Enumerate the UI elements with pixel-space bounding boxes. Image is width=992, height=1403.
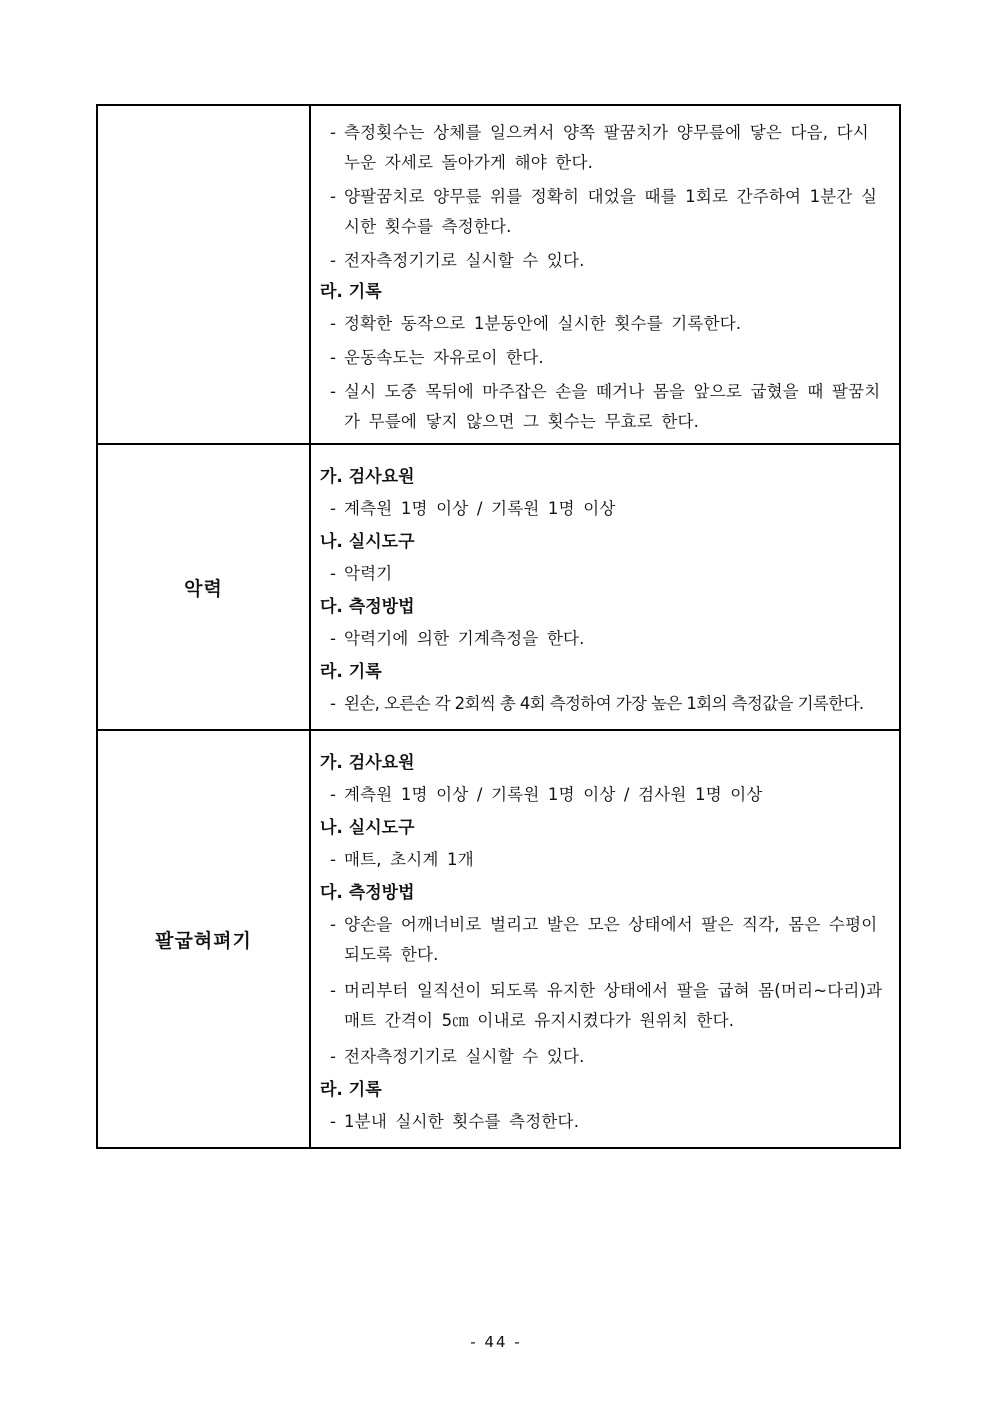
- fitness-test-table: [96, 104, 901, 1149]
- item-text: 악력기: [344, 564, 393, 583]
- item-text: 악력기에 의한 기계측정을 한다.: [344, 629, 585, 648]
- section-heading-method: 다. 측정방법: [320, 883, 415, 903]
- page-number: - 44 -: [470, 1333, 522, 1351]
- item-text: 운동속도는 자유로이 한다.: [344, 348, 544, 367]
- item-text: 매트, 초시계 1개: [344, 850, 474, 869]
- item-text: 전자측정기기로 실시할 수 있다.: [344, 1047, 585, 1066]
- section-heading-staff: 가. 검사요원: [320, 753, 415, 773]
- row-label: [97, 105, 310, 444]
- item-text: 양팔꿈치로 양무릎 위를 정확히 대었을 때를 1회로 간주하여 1분간 실시한 횟수를 측정한다.: [344, 187, 878, 236]
- item-text: 왼손, 오른손 각 2회씩 총 4회 측정하여 가장 높은 1회의 측정값을 기록한다.: [344, 694, 864, 713]
- list-item: - 악력기: [330, 564, 393, 583]
- item-text: 실시 도중 목뒤에 마주잡은 손을 떼거나 몸을 앞으로 굽혔을 때 팔꿈치가 무릎에 닿지 않으면 그 횟수는 무효로 한다.: [344, 382, 881, 431]
- list-item: - 계측원 1명 이상 / 기록원 1명 이상 / 검사원 1명 이상: [330, 785, 763, 804]
- list-item: - 1분내 실시한 횟수를 측정한다.: [330, 1112, 580, 1131]
- list-item: - 운동속도는 자유로이 한다.: [330, 348, 544, 367]
- row-label: 악력: [97, 444, 310, 730]
- row-content: [310, 444, 900, 730]
- item-text: 정확한 동작으로 1분동안에 실시한 횟수를 기록한다.: [344, 314, 742, 333]
- row-label: 팔굽혀펴기: [97, 730, 310, 1148]
- section-heading-record: 라. 기록: [320, 662, 382, 682]
- list-item: - 양팔꿈치로 양무릎 위를 정확히 대었을 때를 1회로 간주하여 1분간 실시한 횟수를 측정한다.: [330, 187, 878, 236]
- list-item: - 전자측정기기로 실시할 수 있다.: [330, 1047, 585, 1066]
- item-text: 전자측정기기로 실시할 수 있다.: [344, 251, 585, 270]
- item-text: 1분내 실시한 횟수를 측정한다.: [344, 1112, 580, 1131]
- list-item: - 매트, 초시계 1개: [330, 850, 474, 869]
- row-content: [310, 105, 900, 444]
- table-row-situp-continued: [97, 105, 900, 444]
- section-heading-record: 라. 기록: [320, 282, 382, 302]
- section-heading-method: 다. 측정방법: [320, 597, 415, 617]
- list-item: - 머리부터 일직선이 되도록 유지한 상태에서 팔을 굽혀 몸(머리~다리)과 매트 간격이 5㎝ 이내로 유지시켰다가 원위치 한다.: [330, 981, 883, 1030]
- list-item: - 실시 도중 목뒤에 마주잡은 손을 떼거나 몸을 앞으로 굽혔을 때 팔꿈치가 무릎에 닿지 않으면 그 횟수는 무효로 한다.: [330, 382, 881, 431]
- list-item: - 계측원 1명 이상 / 기록원 1명 이상: [330, 499, 616, 518]
- section-heading-equipment: 나. 실시도구: [320, 818, 415, 838]
- list-item: - 왼손, 오른손 각 2회씩 총 4회 측정하여 가장 높은 1회의 측정값을 기록한다.: [330, 694, 864, 713]
- list-item: - 양손을 어깨너비로 벌리고 발은 모은 상태에서 팔은 직각, 몸은 수평이 되도록 한다.: [330, 915, 878, 964]
- list-item: - 악력기에 의한 기계측정을 한다.: [330, 629, 585, 648]
- item-text: 양손을 어깨너비로 벌리고 발은 모은 상태에서 팔은 직각, 몸은 수평이 되도록 한다.: [344, 915, 878, 964]
- item-text: 측정횟수는 상체를 일으켜서 양쪽 팔꿈치가 양무릎에 닿은 다음, 다시 누운 자세로 돌아가게 해야 한다.: [344, 123, 869, 172]
- row-content: [310, 730, 900, 1148]
- item-text: 머리부터 일직선이 되도록 유지한 상태에서 팔을 굽혀 몸(머리~다리)과 매트 간격이 5㎝ 이내로 유지시켰다가 원위치 한다.: [344, 981, 883, 1030]
- list-item: - 정확한 동작으로 1분동안에 실시한 횟수를 기록한다.: [330, 314, 742, 333]
- section-heading-equipment: 나. 실시도구: [320, 532, 415, 552]
- list-item: - 측정횟수는 상체를 일으켜서 양쪽 팔꿈치가 양무릎에 닿은 다음, 다시 누운 자세로 돌아가게 해야 한다.: [330, 123, 869, 172]
- section-heading-staff: 가. 검사요원: [320, 467, 415, 487]
- item-text: 계측원 1명 이상 / 기록원 1명 이상: [344, 499, 616, 518]
- list-item: - 전자측정기기로 실시할 수 있다.: [330, 251, 585, 270]
- section-heading-record: 라. 기록: [320, 1080, 382, 1100]
- item-text: 계측원 1명 이상 / 기록원 1명 이상 / 검사원 1명 이상: [344, 785, 763, 804]
- table-row-grip-strength: [97, 444, 900, 730]
- table-row-pushup: [97, 730, 900, 1148]
